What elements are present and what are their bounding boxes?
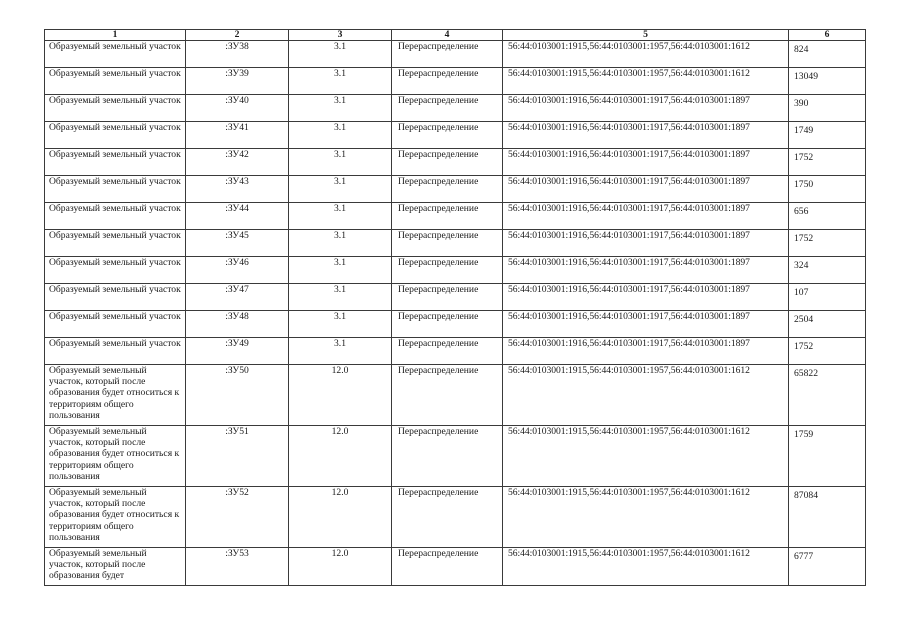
area-cell: 656 [789, 203, 866, 230]
table-row [45, 257, 866, 284]
column-header: 3 [289, 30, 392, 41]
plot-number-cell: :ЗУ52 [186, 487, 289, 548]
plot-name-cell: Образуемый земельный участок [45, 284, 186, 311]
land-use-code-cell: 3.1 [289, 176, 392, 203]
table-row [45, 311, 866, 338]
cadastral-numbers-cell: 56:44:0103001:1916,56:44:0103001:1917,56:44:0103001:1897 [503, 122, 789, 149]
land-use-code-cell: 12.0 [289, 426, 392, 487]
formation-method-cell: Перераспределение [392, 365, 503, 426]
cadastral-numbers-cell: 56:44:0103001:1916,56:44:0103001:1917,56:44:0103001:1897 [503, 311, 789, 338]
formation-method-cell: Перераспределение [392, 176, 503, 203]
cadastral-numbers-cell: 56:44:0103001:1916,56:44:0103001:1917,56:44:0103001:1897 [503, 338, 789, 365]
plot-number-cell: :ЗУ42 [186, 149, 289, 176]
plot-name-cell: Образуемый земельный участок, который после образования будет относиться к территориям общего пользования [45, 487, 186, 548]
plot-name-cell: Образуемый земельный участок [45, 176, 186, 203]
formation-method-cell: Перераспределение [392, 203, 503, 230]
plot-name-cell: Образуемый земельный участок [45, 122, 186, 149]
formation-method-cell: Перераспределение [392, 68, 503, 95]
cadastral-numbers-cell: 56:44:0103001:1916,56:44:0103001:1917,56:44:0103001:1897 [503, 257, 789, 284]
land-plots-table [44, 29, 866, 586]
table-row [45, 338, 866, 365]
table-row [45, 365, 866, 426]
land-use-code-cell: 3.1 [289, 149, 392, 176]
formation-method-cell: Перераспределение [392, 149, 503, 176]
column-header: 6 [789, 30, 866, 41]
plot-name-cell: Образуемый земельный участок, который после образования будет [45, 548, 186, 586]
area-cell: 824 [789, 41, 866, 68]
land-use-code-cell: 3.1 [289, 311, 392, 338]
plot-name-cell: Образуемый земельный участок [45, 95, 186, 122]
area-cell: 1750 [789, 176, 866, 203]
cadastral-numbers-cell: 56:44:0103001:1916,56:44:0103001:1917,56:44:0103001:1897 [503, 149, 789, 176]
area-cell: 2504 [789, 311, 866, 338]
table-row [45, 176, 866, 203]
plot-number-cell: :ЗУ38 [186, 41, 289, 68]
area-cell: 1759 [789, 426, 866, 487]
plot-name-cell: Образуемый земельный участок [45, 311, 186, 338]
plot-number-cell: :ЗУ46 [186, 257, 289, 284]
plot-name-cell: Образуемый земельный участок [45, 230, 186, 257]
cadastral-numbers-cell: 56:44:0103001:1916,56:44:0103001:1917,56:44:0103001:1897 [503, 95, 789, 122]
land-use-code-cell: 3.1 [289, 95, 392, 122]
column-header: 5 [503, 30, 789, 41]
plot-number-cell: :ЗУ39 [186, 68, 289, 95]
area-cell: 1749 [789, 122, 866, 149]
plot-name-cell: Образуемый земельный участок [45, 203, 186, 230]
area-cell: 87084 [789, 487, 866, 548]
land-use-code-cell: 3.1 [289, 122, 392, 149]
plot-number-cell: :ЗУ44 [186, 203, 289, 230]
plot-number-cell: :ЗУ49 [186, 338, 289, 365]
formation-method-cell: Перераспределение [392, 95, 503, 122]
formation-method-cell: Перераспределение [392, 311, 503, 338]
plot-number-cell: :ЗУ48 [186, 311, 289, 338]
header-row [45, 30, 866, 41]
land-use-code-cell: 3.1 [289, 284, 392, 311]
land-use-code-cell: 12.0 [289, 487, 392, 548]
plot-number-cell: :ЗУ45 [186, 230, 289, 257]
formation-method-cell: Перераспределение [392, 41, 503, 68]
table-row [45, 68, 866, 95]
plot-name-cell: Образуемый земельный участок [45, 41, 186, 68]
plot-number-cell: :ЗУ53 [186, 548, 289, 586]
land-use-code-cell: 3.1 [289, 203, 392, 230]
area-cell: 324 [789, 257, 866, 284]
land-use-code-cell: 3.1 [289, 68, 392, 95]
cadastral-numbers-cell: 56:44:0103001:1916,56:44:0103001:1917,56:44:0103001:1897 [503, 203, 789, 230]
table-row [45, 284, 866, 311]
formation-method-cell: Перераспределение [392, 338, 503, 365]
formation-method-cell: Перераспределение [392, 257, 503, 284]
land-use-code-cell: 3.1 [289, 338, 392, 365]
area-cell: 1752 [789, 230, 866, 257]
formation-method-cell: Перераспределение [392, 548, 503, 586]
area-cell: 13049 [789, 68, 866, 95]
cadastral-numbers-cell: 56:44:0103001:1915,56:44:0103001:1957,56:44:0103001:1612 [503, 487, 789, 548]
land-use-code-cell: 12.0 [289, 548, 392, 586]
plot-number-cell: :ЗУ51 [186, 426, 289, 487]
column-header: 2 [186, 30, 289, 41]
cadastral-numbers-cell: 56:44:0103001:1915,56:44:0103001:1957,56:44:0103001:1612 [503, 365, 789, 426]
plot-number-cell: :ЗУ41 [186, 122, 289, 149]
cadastral-numbers-cell: 56:44:0103001:1915,56:44:0103001:1957,56:44:0103001:1612 [503, 68, 789, 95]
area-cell: 65822 [789, 365, 866, 426]
area-cell: 1752 [789, 149, 866, 176]
plot-name-cell: Образуемый земельный участок, который после образования будет относиться к территориям общего пользования [45, 426, 186, 487]
plot-number-cell: :ЗУ40 [186, 95, 289, 122]
table-row [45, 230, 866, 257]
formation-method-cell: Перераспределение [392, 426, 503, 487]
column-header: 4 [392, 30, 503, 41]
plot-name-cell: Образуемый земельный участок [45, 149, 186, 176]
table-row [45, 122, 866, 149]
land-use-code-cell: 3.1 [289, 41, 392, 68]
land-use-code-cell: 3.1 [289, 230, 392, 257]
table-row [45, 548, 866, 586]
plot-name-cell: Образуемый земельный участок [45, 338, 186, 365]
area-cell: 1752 [789, 338, 866, 365]
formation-method-cell: Перераспределение [392, 122, 503, 149]
area-cell: 107 [789, 284, 866, 311]
cadastral-numbers-cell: 56:44:0103001:1916,56:44:0103001:1917,56:44:0103001:1897 [503, 230, 789, 257]
land-use-code-cell: 12.0 [289, 365, 392, 426]
table-row [45, 149, 866, 176]
plot-name-cell: Образуемый земельный участок [45, 68, 186, 95]
cadastral-numbers-cell: 56:44:0103001:1915,56:44:0103001:1957,56:44:0103001:1612 [503, 426, 789, 487]
plot-name-cell: Образуемый земельный участок, который после образования будет относиться к территориям общего пользования [45, 365, 186, 426]
land-use-code-cell: 3.1 [289, 257, 392, 284]
plot-number-cell: :ЗУ43 [186, 176, 289, 203]
formation-method-cell: Перераспределение [392, 284, 503, 311]
table-body [45, 41, 866, 586]
table-row [45, 203, 866, 230]
cadastral-numbers-cell: 56:44:0103001:1916,56:44:0103001:1917,56:44:0103001:1897 [503, 284, 789, 311]
plot-name-cell: Образуемый земельный участок [45, 257, 186, 284]
table-row [45, 41, 866, 68]
cadastral-numbers-cell: 56:44:0103001:1915,56:44:0103001:1957,56:44:0103001:1612 [503, 548, 789, 586]
cadastral-numbers-cell: 56:44:0103001:1916,56:44:0103001:1917,56:44:0103001:1897 [503, 176, 789, 203]
formation-method-cell: Перераспределение [392, 230, 503, 257]
area-cell: 6777 [789, 548, 866, 586]
column-header: 1 [45, 30, 186, 41]
formation-method-cell: Перераспределение [392, 487, 503, 548]
table-row [45, 487, 866, 548]
area-cell: 390 [789, 95, 866, 122]
table-row [45, 95, 866, 122]
plot-number-cell: :ЗУ50 [186, 365, 289, 426]
plot-number-cell: :ЗУ47 [186, 284, 289, 311]
table-row [45, 426, 866, 487]
cadastral-numbers-cell: 56:44:0103001:1915,56:44:0103001:1957,56:44:0103001:1612 [503, 41, 789, 68]
